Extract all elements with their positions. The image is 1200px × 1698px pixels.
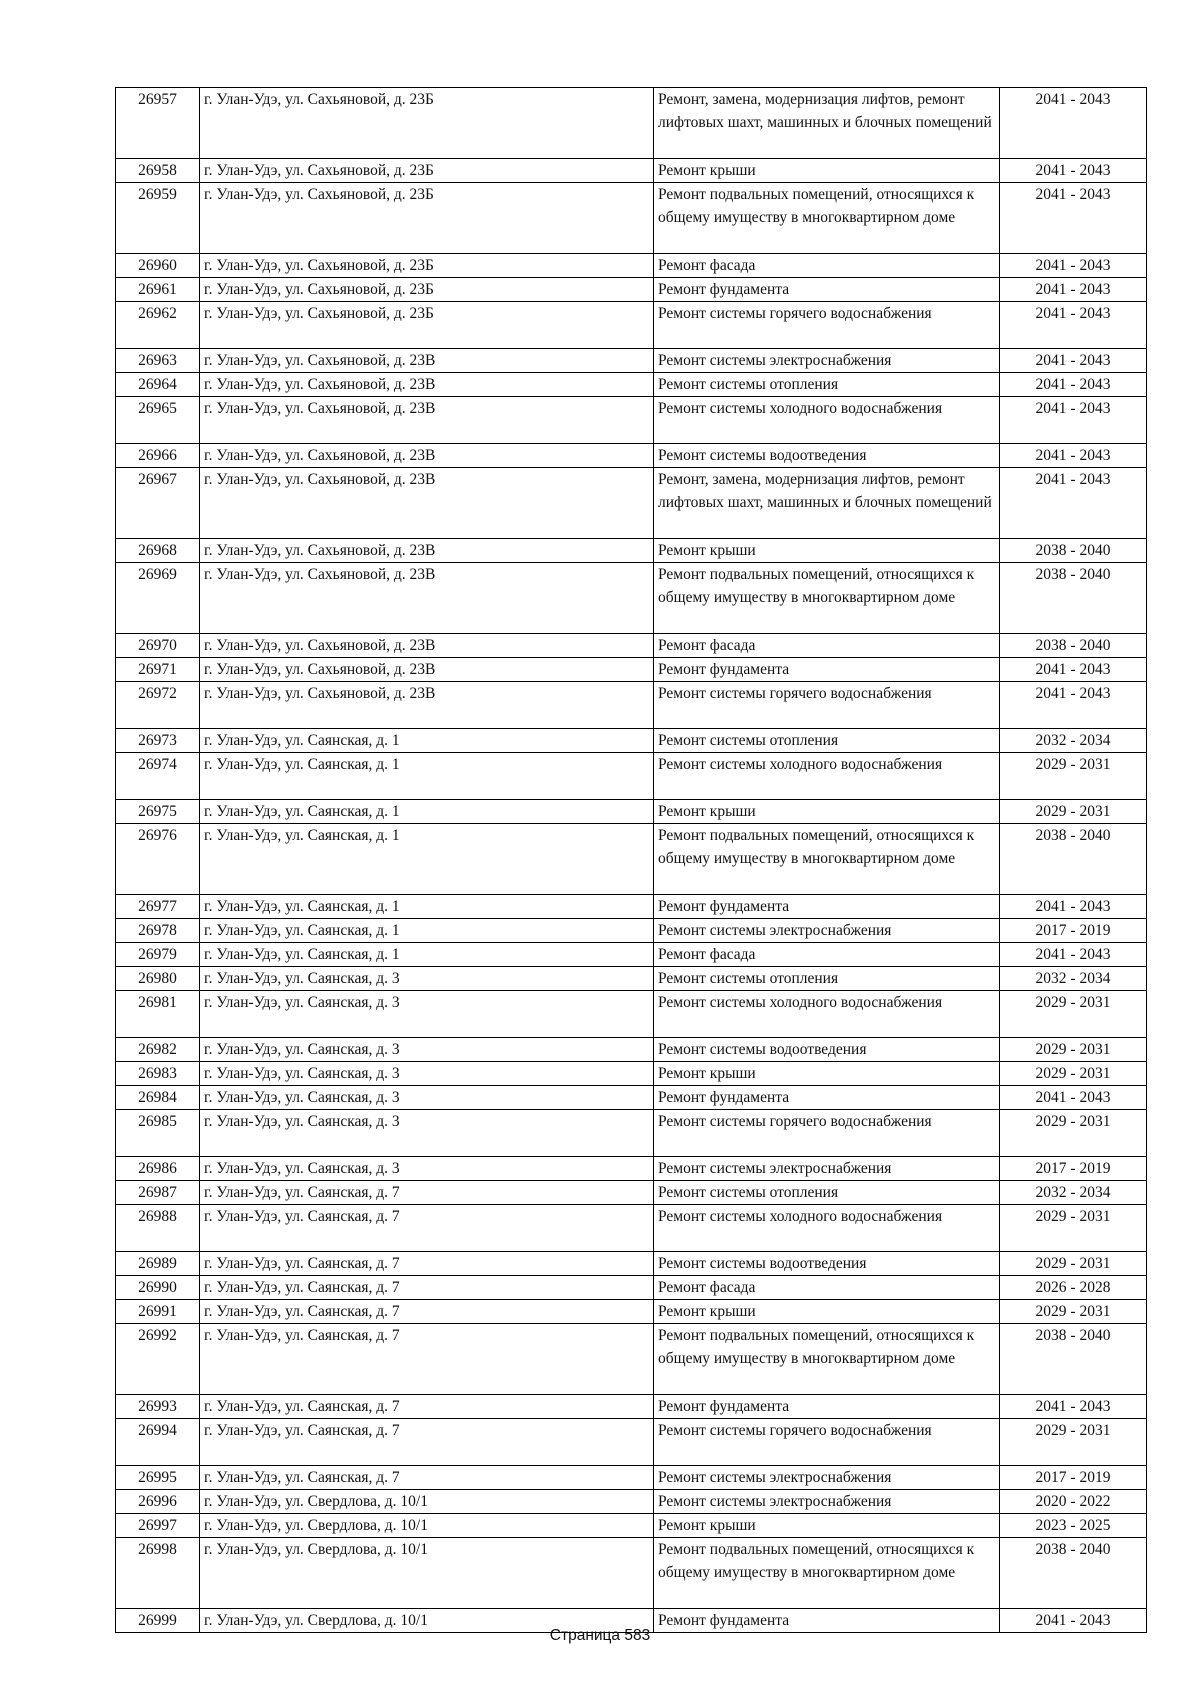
table-row [116, 753, 1147, 800]
work-type-cell: Ремонт фасада [654, 1276, 1000, 1300]
work-type-cell: Ремонт системы водоотведения [654, 444, 1000, 468]
period-cell: 2038 - 2040 [1000, 563, 1147, 634]
address-cell: г. Улан-Удэ, ул. Сахьяновой, д. 23В [200, 563, 654, 634]
table-row [116, 563, 1147, 634]
table-row [116, 1110, 1147, 1157]
table-row [116, 1514, 1147, 1538]
work-type-cell: Ремонт фундамента [654, 1086, 1000, 1110]
table-row [116, 1038, 1147, 1062]
period-cell: 2029 - 2031 [1000, 991, 1147, 1038]
work-type-cell: Ремонт крыши [654, 159, 1000, 183]
address-cell: г. Улан-Удэ, ул. Саянская, д. 3 [200, 1062, 654, 1086]
address-cell: г. Улан-Удэ, ул. Саянская, д. 7 [200, 1252, 654, 1276]
work-type-cell: Ремонт фундамента [654, 1395, 1000, 1419]
row-number: 26988 [116, 1205, 200, 1252]
table-row [116, 1252, 1147, 1276]
row-number: 26962 [116, 302, 200, 349]
period-cell: 2041 - 2043 [1000, 1086, 1147, 1110]
table-row [116, 183, 1147, 254]
address-cell: г. Улан-Удэ, ул. Сахьяновой, д. 23Б [200, 159, 654, 183]
period-cell: 2041 - 2043 [1000, 658, 1147, 682]
work-type-cell: Ремонт системы холодного водоснабжения [654, 753, 1000, 800]
period-cell: 2038 - 2040 [1000, 634, 1147, 658]
address-cell: г. Улан-Удэ, ул. Сахьяновой, д. 23В [200, 468, 654, 539]
period-cell: 2032 - 2034 [1000, 729, 1147, 753]
row-number: 26994 [116, 1419, 200, 1466]
work-type-cell: Ремонт системы горячего водоснабжения [654, 1110, 1000, 1157]
table-row [116, 254, 1147, 278]
address-cell: г. Улан-Удэ, ул. Саянская, д. 7 [200, 1395, 654, 1419]
address-cell: г. Улан-Удэ, ул. Свердлова, д. 10/1 [200, 1514, 654, 1538]
table-row [116, 539, 1147, 563]
address-cell: г. Улан-Удэ, ул. Свердлова, д. 10/1 [200, 1538, 654, 1609]
address-cell: г. Улан-Удэ, ул. Сахьяновой, д. 23В [200, 373, 654, 397]
address-cell: г. Улан-Удэ, ул. Саянская, д. 1 [200, 943, 654, 967]
period-cell: 2041 - 2043 [1000, 444, 1147, 468]
address-cell: г. Улан-Удэ, ул. Саянская, д. 7 [200, 1181, 654, 1205]
work-type-cell: Ремонт подвальных помещений, относящихся к общему имуществу в многоквартирном доме [654, 824, 1000, 895]
table-row [116, 1395, 1147, 1419]
period-cell: 2017 - 2019 [1000, 919, 1147, 943]
period-cell: 2041 - 2043 [1000, 943, 1147, 967]
row-number: 26972 [116, 682, 200, 729]
address-cell: г. Улан-Удэ, ул. Сахьяновой, д. 23Б [200, 183, 654, 254]
row-number: 26979 [116, 943, 200, 967]
row-number: 26993 [116, 1395, 200, 1419]
address-cell: г. Улан-Удэ, ул. Сахьяновой, д. 23Б [200, 88, 654, 159]
period-cell: 2041 - 2043 [1000, 254, 1147, 278]
table-row [116, 1466, 1147, 1490]
row-number: 26976 [116, 824, 200, 895]
period-cell: 2041 - 2043 [1000, 349, 1147, 373]
period-cell: 2041 - 2043 [1000, 302, 1147, 349]
row-number: 26966 [116, 444, 200, 468]
row-number: 26971 [116, 658, 200, 682]
address-cell: г. Улан-Удэ, ул. Саянская, д. 3 [200, 1038, 654, 1062]
row-number: 26980 [116, 967, 200, 991]
address-cell: г. Улан-Удэ, ул. Свердлова, д. 10/1 [200, 1490, 654, 1514]
period-cell: 2029 - 2031 [1000, 1205, 1147, 1252]
work-type-cell: Ремонт, замена, модернизация лифтов, ремонт лифтовых шахт, машинных и блочных помещений [654, 88, 1000, 159]
row-number: 26969 [116, 563, 200, 634]
row-number: 26982 [116, 1038, 200, 1062]
address-cell: г. Улан-Удэ, ул. Сахьяновой, д. 23Б [200, 302, 654, 349]
period-cell: 2038 - 2040 [1000, 539, 1147, 563]
address-cell: г. Улан-Удэ, ул. Саянская, д. 1 [200, 800, 654, 824]
row-number: 26977 [116, 895, 200, 919]
row-number: 26965 [116, 397, 200, 444]
work-type-cell: Ремонт системы электроснабжения [654, 919, 1000, 943]
table-row [116, 373, 1147, 397]
table-row [116, 1300, 1147, 1324]
address-cell: г. Улан-Удэ, ул. Сахьяновой, д. 23В [200, 349, 654, 373]
address-cell: г. Улан-Удэ, ул. Саянская, д. 3 [200, 967, 654, 991]
work-type-cell: Ремонт подвальных помещений, относящихся к общему имуществу в многоквартирном доме [654, 1538, 1000, 1609]
address-cell: г. Улан-Удэ, ул. Сахьяновой, д. 23В [200, 682, 654, 729]
period-cell: 2041 - 2043 [1000, 1395, 1147, 1419]
work-type-cell: Ремонт системы электроснабжения [654, 1157, 1000, 1181]
table-row [116, 1324, 1147, 1395]
row-number: 26996 [116, 1490, 200, 1514]
table-row [116, 468, 1147, 539]
address-cell: г. Улан-Удэ, ул. Сахьяновой, д. 23В [200, 658, 654, 682]
address-cell: г. Улан-Удэ, ул. Саянская, д. 3 [200, 1086, 654, 1110]
period-cell: 2041 - 2043 [1000, 895, 1147, 919]
period-cell: 2017 - 2019 [1000, 1466, 1147, 1490]
work-type-cell: Ремонт, замена, модернизация лифтов, ремонт лифтовых шахт, машинных и блочных помещений [654, 468, 1000, 539]
row-number: 26984 [116, 1086, 200, 1110]
address-cell: г. Улан-Удэ, ул. Саянская, д. 7 [200, 1466, 654, 1490]
work-type-cell: Ремонт системы отопления [654, 1181, 1000, 1205]
table-row [116, 919, 1147, 943]
address-cell: г. Улан-Удэ, ул. Саянская, д. 7 [200, 1324, 654, 1395]
row-number: 26968 [116, 539, 200, 563]
work-type-cell: Ремонт подвальных помещений, относящихся к общему имуществу в многоквартирном доме [654, 1324, 1000, 1395]
row-number: 26960 [116, 254, 200, 278]
work-type-cell: Ремонт системы электроснабжения [654, 1490, 1000, 1514]
address-cell: г. Улан-Удэ, ул. Саянская, д. 7 [200, 1419, 654, 1466]
work-type-cell: Ремонт крыши [654, 539, 1000, 563]
work-type-cell: Ремонт фасада [654, 254, 1000, 278]
address-cell: г. Улан-Удэ, ул. Саянская, д. 1 [200, 919, 654, 943]
address-cell: г. Улан-Удэ, ул. Саянская, д. 7 [200, 1205, 654, 1252]
repair-schedule-table [115, 87, 1147, 1633]
address-cell: г. Улан-Удэ, ул. Саянская, д. 3 [200, 991, 654, 1038]
address-cell: г. Улан-Удэ, ул. Сахьяновой, д. 23Б [200, 278, 654, 302]
period-cell: 2041 - 2043 [1000, 88, 1147, 159]
address-cell: г. Улан-Удэ, ул. Саянская, д. 1 [200, 895, 654, 919]
row-number: 26963 [116, 349, 200, 373]
period-cell: 2038 - 2040 [1000, 1324, 1147, 1395]
period-cell: 2029 - 2031 [1000, 1419, 1147, 1466]
table-row [116, 349, 1147, 373]
table-row [116, 824, 1147, 895]
work-type-cell: Ремонт системы горячего водоснабжения [654, 1419, 1000, 1466]
table-row [116, 729, 1147, 753]
table-row [116, 658, 1147, 682]
row-number: 26986 [116, 1157, 200, 1181]
table-row [116, 1062, 1147, 1086]
period-cell: 2023 - 2025 [1000, 1514, 1147, 1538]
row-number: 26995 [116, 1466, 200, 1490]
table-body [116, 88, 1147, 1633]
address-cell: г. Улан-Удэ, ул. Саянская, д. 1 [200, 824, 654, 895]
table-row [116, 444, 1147, 468]
table-row [116, 1157, 1147, 1181]
row-number: 26961 [116, 278, 200, 302]
address-cell: г. Улан-Удэ, ул. Саянская, д. 1 [200, 753, 654, 800]
row-number: 26990 [116, 1276, 200, 1300]
row-number: 26997 [116, 1514, 200, 1538]
work-type-cell: Ремонт фасада [654, 634, 1000, 658]
work-type-cell: Ремонт системы отопления [654, 729, 1000, 753]
address-cell: г. Улан-Удэ, ул. Свердлова, д. 10/1 [200, 1609, 654, 1633]
address-cell: г. Улан-Удэ, ул. Сахьяновой, д. 23Б [200, 254, 654, 278]
table-row [116, 634, 1147, 658]
period-cell: 2029 - 2031 [1000, 1038, 1147, 1062]
table-row [116, 991, 1147, 1038]
row-number: 26985 [116, 1110, 200, 1157]
work-type-cell: Ремонт крыши [654, 800, 1000, 824]
table-row [116, 967, 1147, 991]
row-number: 26987 [116, 1181, 200, 1205]
table-row [116, 302, 1147, 349]
address-cell: г. Улан-Удэ, ул. Саянская, д. 1 [200, 729, 654, 753]
period-cell: 2041 - 2043 [1000, 682, 1147, 729]
table-row [116, 682, 1147, 729]
table-row [116, 1086, 1147, 1110]
table-row [116, 895, 1147, 919]
work-type-cell: Ремонт системы холодного водоснабжения [654, 397, 1000, 444]
table-row [116, 943, 1147, 967]
period-cell: 2032 - 2034 [1000, 967, 1147, 991]
address-cell: г. Улан-Удэ, ул. Сахьяновой, д. 23В [200, 539, 654, 563]
work-type-cell: Ремонт системы водоотведения [654, 1252, 1000, 1276]
table-row [116, 278, 1147, 302]
table-row [116, 1490, 1147, 1514]
row-number: 26989 [116, 1252, 200, 1276]
table-row [116, 800, 1147, 824]
period-cell: 2041 - 2043 [1000, 373, 1147, 397]
row-number: 26967 [116, 468, 200, 539]
table-row [116, 1538, 1147, 1609]
row-number: 26992 [116, 1324, 200, 1395]
period-cell: 2029 - 2031 [1000, 1062, 1147, 1086]
work-type-cell: Ремонт фундамента [654, 658, 1000, 682]
period-cell: 2041 - 2043 [1000, 468, 1147, 539]
row-number: 26975 [116, 800, 200, 824]
row-number: 26974 [116, 753, 200, 800]
work-type-cell: Ремонт системы холодного водоснабжения [654, 991, 1000, 1038]
table-row [116, 1419, 1147, 1466]
period-cell: 2041 - 2043 [1000, 397, 1147, 444]
row-number: 26978 [116, 919, 200, 943]
row-number: 26991 [116, 1300, 200, 1324]
period-cell: 2032 - 2034 [1000, 1181, 1147, 1205]
period-cell: 2029 - 2031 [1000, 800, 1147, 824]
work-type-cell: Ремонт крыши [654, 1062, 1000, 1086]
work-type-cell: Ремонт фундамента [654, 278, 1000, 302]
work-type-cell: Ремонт системы отопления [654, 373, 1000, 397]
work-type-cell: Ремонт крыши [654, 1514, 1000, 1538]
row-number: 26983 [116, 1062, 200, 1086]
period-cell: 2017 - 2019 [1000, 1157, 1147, 1181]
table-row [116, 159, 1147, 183]
table-row [116, 1276, 1147, 1300]
period-cell: 2029 - 2031 [1000, 1110, 1147, 1157]
period-cell: 2038 - 2040 [1000, 824, 1147, 895]
row-number: 26970 [116, 634, 200, 658]
period-cell: 2041 - 2043 [1000, 159, 1147, 183]
address-cell: г. Улан-Удэ, ул. Сахьяновой, д. 23В [200, 634, 654, 658]
period-cell: 2041 - 2043 [1000, 278, 1147, 302]
address-cell: г. Улан-Удэ, ул. Сахьяновой, д. 23В [200, 397, 654, 444]
work-type-cell: Ремонт фундамента [654, 895, 1000, 919]
table-row [116, 1181, 1147, 1205]
row-number: 26973 [116, 729, 200, 753]
work-type-cell: Ремонт крыши [654, 1300, 1000, 1324]
work-type-cell: Ремонт системы горячего водоснабжения [654, 682, 1000, 729]
address-cell: г. Улан-Удэ, ул. Саянская, д. 7 [200, 1300, 654, 1324]
row-number: 26964 [116, 373, 200, 397]
address-cell: г. Улан-Удэ, ул. Саянская, д. 3 [200, 1157, 654, 1181]
work-type-cell: Ремонт фасада [654, 943, 1000, 967]
row-number: 26981 [116, 991, 200, 1038]
row-number: 26958 [116, 159, 200, 183]
work-type-cell: Ремонт подвальных помещений, относящихся к общему имуществу в многоквартирном доме [654, 563, 1000, 634]
period-cell: 2020 - 2022 [1000, 1490, 1147, 1514]
period-cell: 2026 - 2028 [1000, 1276, 1147, 1300]
table-row [116, 1205, 1147, 1252]
period-cell: 2038 - 2040 [1000, 1538, 1147, 1609]
row-number: 26959 [116, 183, 200, 254]
period-cell: 2029 - 2031 [1000, 753, 1147, 800]
address-cell: г. Улан-Удэ, ул. Саянская, д. 3 [200, 1110, 654, 1157]
address-cell: г. Улан-Удэ, ул. Сахьяновой, д. 23В [200, 444, 654, 468]
work-type-cell: Ремонт системы электроснабжения [654, 349, 1000, 373]
row-number: 26999 [116, 1609, 200, 1633]
work-type-cell: Ремонт системы электроснабжения [654, 1466, 1000, 1490]
address-cell: г. Улан-Удэ, ул. Саянская, д. 7 [200, 1276, 654, 1300]
table-row [116, 88, 1147, 159]
period-cell: 2029 - 2031 [1000, 1300, 1147, 1324]
work-type-cell: Ремонт системы горячего водоснабжения [654, 302, 1000, 349]
work-type-cell: Ремонт системы водоотведения [654, 1038, 1000, 1062]
table-row [116, 397, 1147, 444]
work-type-cell: Ремонт фундамента [654, 1609, 1000, 1633]
work-type-cell: Ремонт системы отопления [654, 967, 1000, 991]
work-type-cell: Ремонт системы холодного водоснабжения [654, 1205, 1000, 1252]
work-type-cell: Ремонт подвальных помещений, относящихся к общему имуществу в многоквартирном доме [654, 183, 1000, 254]
page-number: Страница 583 [549, 1627, 651, 1644]
period-cell: 2041 - 2043 [1000, 183, 1147, 254]
row-number: 26957 [116, 88, 200, 159]
period-cell: 2029 - 2031 [1000, 1252, 1147, 1276]
period-cell: 2041 - 2043 [1000, 1609, 1147, 1633]
row-number: 26998 [116, 1538, 200, 1609]
